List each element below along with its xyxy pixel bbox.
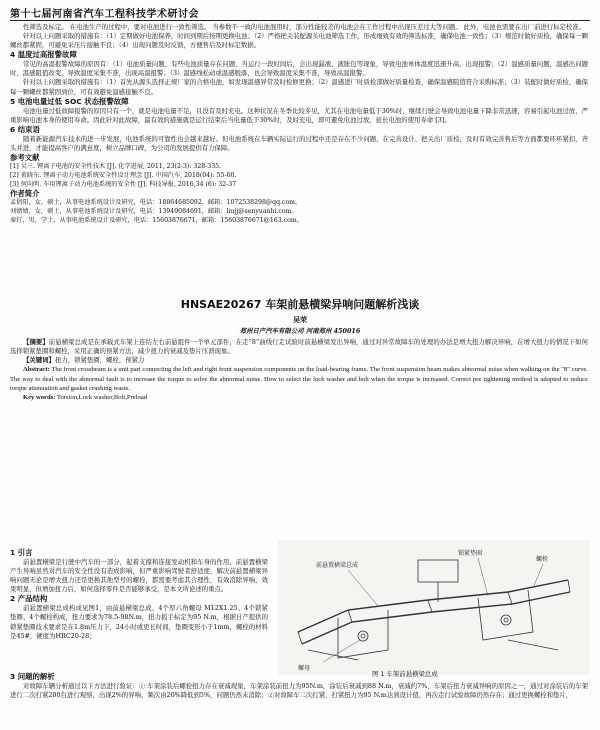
abstract-en-label: Abstract: [23,366,50,374]
section-3-heading: 3 问题的解析 [10,672,55,681]
abstract-cn [10,338,588,356]
section-4-heading: 4 温度过高报警故障 [10,50,77,60]
article-affiliation: 郑州日产汽车有限公司 河南郑州 450016 [239,327,361,335]
section-3-paragraph: 对故障车辆分析通过以下方法进行验证：① 车架涂装后螺栓扭力存在衰减现象，车架涂装前扭力为95N.m，涂装后衰减到88 N.m，衰减约7%，车架后扭力衰减异响的原因之一，通过对涂装后的车架进行二次打紧200台进行观察，出现2%的异响，频次由20%降低到5%，问题仍然未消除；②对故障车二次打紧，打紧扭力为95 N.m达到设计值，再次走行试验故障仍然存在；通过更换螺栓和垫片， [10,682,588,700]
author-bio: 秦钌，男，学士，从事电池系统设计及研究，电话：15603876671，邮箱：15603876671@163.com。 [10,217,303,225]
keywords-label: 【关键词】 [23,356,55,365]
reference-item: [2] 黄晓东. 锂离子动力电池系统安全性设计理念 [J]. 中国汽车, 2018(04): 55-60. [10,171,237,179]
solution-paragraph-2: 针对以上问题采取的措施有：（1）首先从源头选择正规厂家的合格电池，如发现温感异常及时检修更换；（2）温感进厂时质检部做好质量检查，确保温感阻值符合采购标准；（3）装配时做好质检，确保每一颗螺丝都紧固到位，可有效避免温感接触不良。 [10,78,588,96]
keywords-en-label: Key words: [23,394,56,402]
section-6-paragraph: 随着新能源汽车技术的进一步发展，电池系统的可靠性也会越来越好。但电池系统在车辆实际运行的过程中还是存在不少问题，在完善设计、把关出厂质检，及时有效完善售后等方面都要环环紧扣，齐头并进，才能提高客户的满意度，树立品牌口碑，为公司的发展提供有力保障。 [10,134,588,152]
keywords-en [10,393,588,402]
intro-paragraph: 性筛选及标定。 在电池生产的过程中，要对电池进行一致性筛选。 当参数不一致的电池混用时，部分性能较差的电池会在工作过程中出现压差过大等问题。 此外，电池也需要在出厂前进行标定校准。 [23,23,586,31]
keywords-en-text: Torsion,Lock washer,Bolt,Preload [56,394,148,402]
section-6-heading: 6 结束语 [10,124,40,134]
journal-header [10,4,590,21]
references-heading: 参考文献 [10,153,40,163]
abstract-block [10,338,588,402]
bottom-section [10,672,588,700]
section-2-heading: 2 产品结构 [10,594,48,604]
figure-caption: 图 1 车架前悬横梁总成 [372,670,438,678]
authors-heading: 作者简介 [10,189,40,199]
section-1-heading: 1 引言 [10,548,33,557]
reference-item: [3] 何向明. 车用锂离子动力电池系统的安全性 [J]. 科技导报, 2016,34 (6): 32-37 [10,180,237,188]
left-column [10,548,268,641]
journal-title: 第十七届河南省汽车工程科技学术研讨会 [10,9,199,20]
section-2-paragraph: 前悬置横梁总成构成见图1，由前悬横梁总成、4个厚六角螺母 M12X1.25、4个锁紧垫圈、4个螺栓构成，扭力要求为78.5-98N.m，扭力扳手标定为95 N.m，根据日产提供的锁紧垫圈技术要求是在1.8m压力下，24小时或更长时间，垫圈变形小于1mm，螺栓的材料是45#，硬度为HRC20-28； [10,604,268,640]
solution-paragraph-1: 针对以上问题采取的措施有：（1）定期做好电池保养，时间到期后按期更换电池；（2）严格把关装配源头电池筛选工作，形成细致有效的筛选标准，确保电池一致性；（3）规范时做好质检，确保每一颗螺丝都紧固，可避免采压片接触不良；（4）出现问题及时反馈，方便售后及时标定数据。 [10,32,588,50]
figure-label-nut: 螺母 [298,665,311,672]
author-bio: 刘婧婧，女，硕士，从事电池系统设计及研究，电话：13949084691，邮箱：liujj@senyuanhi.com。 [10,208,298,216]
abstract-en-text: The front crossbeam is a unit part connecting the left and right front suspension components on the load-bearing frame. The front suspension beam makes abnormal noise when walking on the "8" curve. The way to deal with the abnormal fault is to increase the torque to solve the abnormal noise. How to select the lock washer and bolt when the torque is increased. Correct pre tightening method is adopted to reduce torque attenuation and gasket crushing waste. [10,366,588,392]
figure-label-bolt: 螺栓 [536,556,549,563]
previous-article-body [10,23,588,226]
keywords-cn [10,356,588,365]
abstract-en [10,365,588,393]
figure-label-crossbeam: 前悬置横梁总成 [316,562,359,569]
article-title: HNSAE20267 车架前悬横梁异响问题解析浅谈 [180,298,420,311]
section-5-heading: 5 电池电量过低 SOC 状态报警故障 [10,96,129,106]
section-4-paragraph: 常见的高温报警故障的原因有：（1）电池质量问题，有些电池质量存在问题，当运行一段时间后，会出现漏液、液胀包等现象，导致电池单体温度迅速升高，出现报警；（2）温感质量问题，温感出问题时，温感阻值改变，导致温度采集不准，出现高温报警；（3）温感线松动或温感脱落，也会导致温度采集不准，导致高温报警。 [10,60,588,78]
abstract-label: 【摘要】 [23,338,49,346]
abstract-cn-text: 前悬横梁总成是在承载式车架上连结左右前悬组件一个单元部件，在走“8”曲线行走试验时前悬横梁发出异响，通过对异常故障车的处理的办法是增大扭力解决异响，在增大扭力的情况下如何选择锁紧垫圈和螺栓，采用正确的预紧方法，减少扭力的衰减及垫片压溃现象。 [10,338,588,356]
reference-item: [1] 吴三. 锂离子电池的安全性技术 [J]. 化学进展, 2011, 23(2-3): 328-335. [10,163,222,171]
author-bio: 孟倩阳，女，硕士，从事电池系统设计及研究，电话：18864685092，邮箱：1072538298@qq.com。 [10,199,302,207]
article-author: 吴荣 [293,315,307,324]
figure-label-washer: 锁紧垫圈 [458,550,483,557]
keywords-cn-text: 扭力，锁紧垫圈，螺栓，预紧力 [54,356,145,365]
section-1-paragraph: 前悬置横梁是行驶中汽车的一部分，起着支撑和连接发动机和车身的作用，前悬置横梁产生异响虽然对汽车的安全性没有造成影响，但严重影响驾驶者舒适度，解决前悬置横梁异响问题无论是增大扭力还是更换其他型号的螺栓，都需要考虑其合理性，有效消除异响，效果明显，但增加扭力后，如何选择零件是否能够承受，是本文所论述的重点。 [10,558,268,594]
frame-crossbeam-figure [278,540,590,675]
section-5-paragraph: 电池电量过低故障报警的原因只有一个，就是电池电量不足，且没有及时充电。这种状况在冬季比较多见，尤其在电池电量低于30%时，继续行驶会导致电池电量下降非常迅速，容易引起电池过放，严重影响电池本身的使用寿命。因此针对此故障，最有效的措施就是运行结束后当电量低于30%时，及时充电，即可避免电池过放，延长电池的使用寿命 [3]。 [10,106,588,124]
